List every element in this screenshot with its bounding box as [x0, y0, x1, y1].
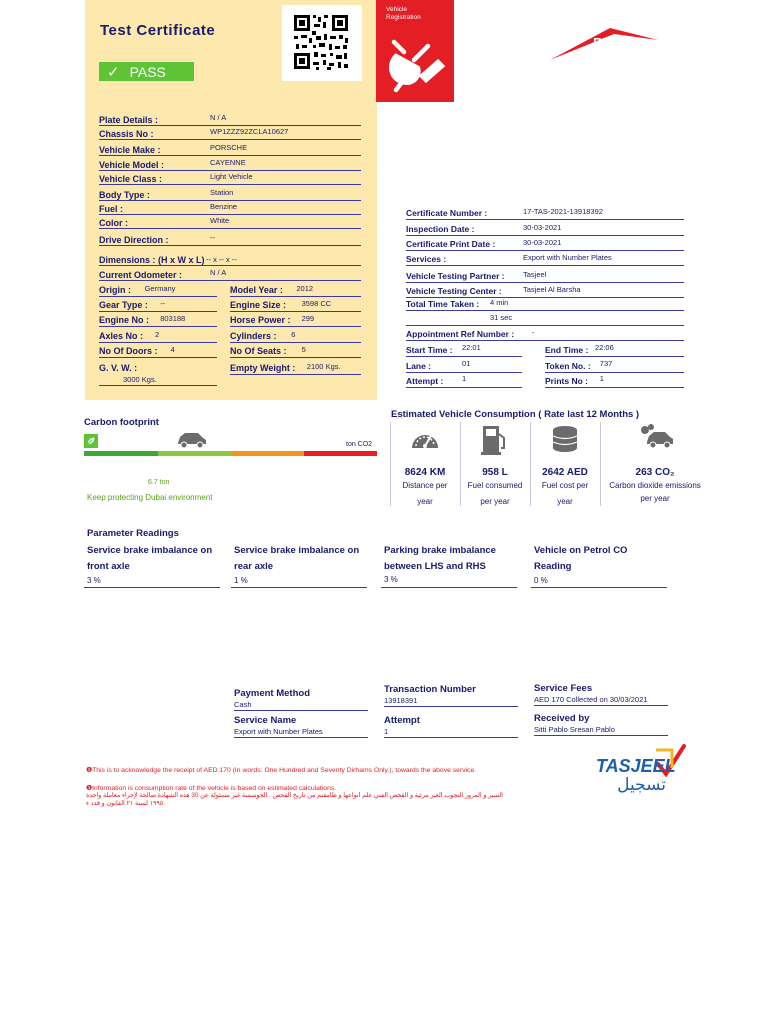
arabic-note-2: ١٩٩٥ لسنة ٢١ القانون و قدد ء	[86, 800, 164, 807]
parameter-label: Parking brake imbalance	[384, 545, 496, 556]
fuel-pump-icon	[479, 424, 507, 461]
vehicle-field-value: Light Vehicle	[210, 172, 253, 181]
vehicle-field-value: WP1ZZZ92ZCLA10627	[210, 127, 289, 136]
rta-logo-text: RTA	[593, 35, 619, 50]
payment-value: 1	[384, 727, 389, 736]
underline	[99, 155, 361, 156]
certificate-field-label: Inspection Date :	[406, 224, 475, 234]
tasjeel-logo-icon	[596, 744, 688, 794]
underline	[230, 357, 361, 358]
payment-label: Transaction Number	[384, 684, 476, 695]
divider	[460, 422, 461, 506]
payment-value: Sitti Pablo Sresan Pablo	[534, 725, 615, 734]
spec-value: 5	[301, 345, 306, 354]
underline	[84, 587, 220, 588]
spec-label: G. V. W. :	[99, 363, 138, 373]
underline	[234, 710, 368, 711]
payment-value: 13918391	[384, 696, 418, 705]
underline	[234, 737, 368, 738]
carbon-unit: ton CO2	[346, 441, 373, 448]
tasjeel-logo-arabic: تسجيل	[617, 775, 666, 794]
timing-value: 1	[462, 374, 467, 383]
timing-value: 1	[599, 374, 604, 383]
vehicle-field-value: N / A	[210, 113, 227, 122]
estimate-note	[86, 784, 526, 792]
vehicle-field-label: Vehicle Class :	[99, 174, 163, 184]
consumption-desc: year	[557, 497, 573, 506]
badge-line-2: Registration	[386, 14, 421, 21]
payment-label: Payment Method	[234, 688, 311, 699]
certificate-field-value: Export with Number Plates	[523, 253, 612, 262]
qr-code-icon	[282, 5, 362, 81]
underline	[406, 387, 522, 388]
vehicle-field-value: Station	[210, 188, 234, 197]
underline	[545, 356, 684, 357]
certificate-field-label: Vehicle Testing Partner :	[406, 271, 505, 281]
certificate-field-value: 30-03-2021	[523, 223, 562, 232]
consumption-desc: per year	[480, 497, 510, 506]
underline	[99, 139, 361, 140]
vehicle-field-label: Fuel :	[99, 204, 123, 214]
spec-label: Axles No :	[99, 331, 144, 341]
underline	[406, 372, 522, 373]
spec-value: 3000 Kgs.	[123, 375, 157, 384]
consumption-desc: per year	[640, 494, 670, 503]
parameter-label: front axle	[87, 561, 130, 572]
underline	[99, 342, 217, 343]
underline	[384, 737, 518, 738]
timing-label: Prints No :	[545, 376, 588, 386]
pass-label: PASS	[129, 63, 166, 80]
pass-badge	[99, 62, 194, 81]
vehicle-field-label: Chassis No :	[99, 129, 154, 139]
consumption-desc: Distance per	[402, 481, 448, 490]
underline	[406, 340, 684, 341]
consumption-value: 2642 AED	[542, 467, 588, 478]
spec-label: Origin :	[99, 285, 131, 295]
spec-value: 2100 Kgs.	[306, 362, 341, 371]
arabic-note-1: السير و المرور التجوب الغير مرئية و القحص الفني علم أنواعها و ظامقتم من تاريخ الفحص . الجوسسة غير مسئولة عن 30 هذه الشهادة صالحة لإجراء معاملة واحدة	[86, 792, 503, 799]
certificate-field-label: Total Time Taken :	[406, 299, 480, 309]
vehicle-field-label: Current Odometer :	[99, 270, 183, 280]
underline	[99, 326, 217, 327]
carbon-scale-bar	[84, 451, 377, 456]
spec-value: 803188	[160, 314, 186, 323]
divider	[530, 422, 531, 506]
consumption-desc: Fuel consumed	[467, 481, 523, 490]
vehicle-field-value: --	[210, 233, 215, 242]
parameter-value: 1 %	[234, 576, 248, 585]
underline	[99, 214, 361, 215]
timing-label: Lane :	[406, 361, 432, 371]
consumption-value: 8624 KM	[404, 467, 446, 478]
certificate-field-value: 31 sec	[490, 313, 513, 322]
certificate-field-label: Certificate Print Date :	[406, 239, 496, 249]
badge-line-1: Vehicle	[386, 6, 407, 13]
timing-value: 737	[599, 359, 613, 368]
underline	[99, 296, 217, 297]
parameter-label: Reading	[534, 561, 572, 572]
rta-logo-icon	[548, 26, 660, 64]
certificate-field-value: 30-03-2021	[523, 238, 562, 247]
underline	[99, 357, 217, 358]
underline	[406, 297, 684, 298]
carbon-footprint-title: Carbon footprint	[84, 417, 159, 428]
underline	[545, 372, 684, 373]
consumption-desc: Carbon dioxide emissions	[609, 481, 701, 490]
payment-label: Received by	[534, 713, 590, 724]
info-icon: ❶	[86, 785, 93, 792]
carbon-scale-segment	[158, 451, 232, 456]
vehicle-field-label: Body Type :	[99, 190, 150, 200]
payment-value: AED 170 Collected on 30/03/2021	[534, 695, 648, 704]
certificate-field-label: Certificate Number :	[406, 208, 488, 218]
certificate-field-value: Tasjeel Al Barsha	[523, 285, 581, 294]
certificate-field-value: Tasjeel	[523, 270, 547, 279]
parameter-label: between LHS and RHS	[384, 561, 486, 572]
spec-label: Horse Power :	[230, 315, 291, 325]
rta-logo	[548, 26, 660, 69]
underline	[99, 280, 361, 281]
vehicle-field-label: Vehicle Make :	[99, 145, 161, 155]
spec-label: Engine No :	[99, 315, 149, 325]
consumption-desc: Fuel cost per	[541, 481, 589, 490]
underline	[99, 200, 361, 201]
vehicle-field-label: Vehicle Model :	[99, 160, 165, 170]
certificate-field-value: -	[532, 328, 535, 337]
vehicle-field-label: Plate Details :	[99, 115, 159, 125]
timing-label: End Time :	[545, 345, 589, 355]
underline	[99, 245, 361, 246]
parameter-value: 3 %	[87, 576, 101, 585]
spec-value: 2	[155, 330, 160, 339]
vehicle-field-value: Benzine	[210, 202, 238, 211]
certificate-field-label: Vehicle Testing Center :	[406, 286, 502, 296]
underline	[99, 228, 361, 229]
carbon-note: Keep protecting Dubai environment	[87, 493, 213, 502]
parameter-label: Service brake imbalance on	[87, 545, 213, 556]
payment-value: Cash	[234, 700, 252, 709]
spec-label: No Of Doors :	[99, 346, 158, 356]
spec-label: Gear Type :	[99, 300, 148, 310]
parameter-label: Vehicle on Petrol CO	[534, 545, 628, 556]
consumption-value: 958 L	[482, 467, 508, 478]
parameter-value: 3 %	[384, 575, 398, 584]
certificate-field-label: Appointment Ref Number :	[406, 329, 515, 339]
underline	[99, 170, 361, 171]
underline	[230, 374, 361, 375]
timing-value: 22:01	[462, 343, 481, 352]
underline	[406, 250, 684, 251]
underline	[99, 265, 361, 266]
underline	[534, 705, 668, 706]
spec-label: No Of Seats :	[230, 346, 287, 356]
vehicle-field-value: PORSCHE	[210, 143, 248, 152]
page-title: Test Certificate	[100, 22, 216, 39]
speedometer-icon	[409, 424, 441, 457]
underline	[406, 310, 684, 311]
underline	[231, 587, 367, 588]
payment-label: Service Name	[234, 715, 297, 726]
underline	[406, 282, 684, 283]
spec-value: Germany	[144, 284, 176, 293]
parameter-value: 0 %	[534, 576, 548, 585]
coins-icon	[549, 424, 581, 459]
estimate-note-text: Information is consumption rate of the vehicle is based on estimated calculations.	[92, 785, 337, 792]
spec-value: 4	[170, 345, 175, 354]
underline	[406, 235, 684, 236]
underline	[406, 265, 684, 266]
parameter-label: rear axle	[234, 561, 274, 572]
underline	[230, 311, 361, 312]
vehicle-field-value: -- x -- x --	[206, 255, 237, 264]
underline	[99, 125, 361, 126]
underline	[230, 326, 361, 327]
payment-value: Export with Number Plates	[234, 727, 323, 736]
payment-label: Service Fees	[534, 683, 593, 694]
receipt-note-text: This is to acknowledge the receipt of AED 170 (In words: One Hundred and Seventy Dirhams Only.), towards the above service.	[92, 767, 477, 774]
spec-value: 2012	[296, 284, 314, 293]
spec-label: Empty Weight :	[230, 363, 296, 373]
tasjeel-logo	[596, 744, 688, 794]
checkmark-icon: ✓	[107, 63, 120, 81]
vehicle-field-label: Color :	[99, 218, 128, 228]
underline	[545, 387, 684, 388]
receipt-note	[86, 767, 526, 775]
qr-code[interactable]	[282, 5, 362, 81]
spec-value: 3598 CC	[301, 299, 332, 308]
underline	[381, 587, 517, 588]
vehicle-field-label: Drive Direction :	[99, 235, 169, 245]
parameter-title: Parameter Readings	[87, 528, 179, 539]
underline	[99, 184, 361, 185]
spec-value: 299	[301, 314, 315, 323]
carbon-value: 6.7 ton	[148, 479, 170, 486]
timing-value: 01	[462, 359, 471, 368]
certificate-field-value: 4 min	[490, 298, 509, 307]
emission-car-icon	[639, 424, 675, 455]
underline	[406, 219, 684, 220]
timing-label: Start Time :	[406, 345, 453, 355]
certificate-field-label: Services :	[406, 254, 447, 264]
carbon-scale-segment	[232, 451, 304, 456]
underline	[230, 296, 361, 297]
divider	[390, 422, 391, 506]
vehicle-field-value: N / A	[210, 268, 227, 277]
carbon-scale-segment	[84, 451, 158, 456]
underline	[99, 311, 217, 312]
timing-label: Token No. :	[545, 361, 591, 371]
parameter-label: Service brake imbalance on	[234, 545, 360, 556]
underline	[406, 356, 522, 357]
certificate-field-value: 17-TAS-2021-13918392	[523, 207, 603, 216]
vehicle-field-value: White	[210, 216, 230, 225]
consumption-desc: year	[417, 497, 433, 506]
underline	[406, 325, 684, 326]
consumption-title: Estimated Vehicle Consumption ( Rate last 12 Months )	[391, 409, 640, 420]
spec-label: Engine Size :	[230, 300, 287, 310]
underline	[531, 587, 667, 588]
vehicle-field-label: Dimensions : (H x W x L)	[99, 255, 205, 265]
tasjeel-logo-text: TASJEEL	[596, 756, 676, 776]
spec-value: --	[160, 299, 166, 308]
timing-value: 22:06	[595, 343, 614, 352]
spec-label: Model Year :	[230, 285, 283, 295]
carbon-scale-segment	[304, 451, 377, 456]
vehicle-registration-icon	[382, 34, 446, 96]
info-icon: ❶	[86, 767, 93, 774]
vehicle-field-value: CAYENNE	[210, 158, 246, 167]
spec-value: 6	[291, 330, 296, 339]
consumption-value: 263 CO₂	[635, 467, 675, 478]
timing-label: Attempt :	[406, 376, 444, 386]
spec-label: Cylinders :	[230, 331, 277, 341]
underline	[534, 735, 668, 736]
underline	[99, 385, 217, 386]
payment-label: Attempt	[384, 715, 420, 726]
underline	[384, 706, 518, 707]
underline	[230, 342, 361, 343]
vehicle-registration-badge	[376, 0, 454, 102]
